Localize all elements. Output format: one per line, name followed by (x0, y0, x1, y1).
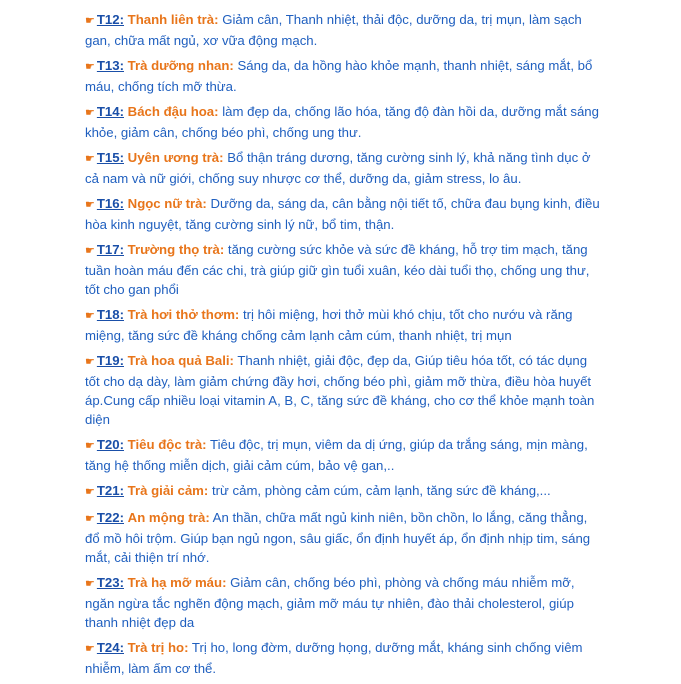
item-code-link[interactable]: T18: (96, 307, 124, 322)
pointing-hand-icon: ☛ (85, 107, 95, 119)
item-description: tăng cường sức khỏe và sức đề kháng, hỗ trợ tim mạch, tăng tuần hoàn máu đến các chi, trà giúp giữ gìn tuổi xuân, kéo dài tuổi thọ, chống ung thư, tốt cho gan phổi (85, 242, 590, 297)
list-item (85, 102, 605, 142)
tea-list (85, 10, 605, 684)
pointing-hand-icon: ☛ (85, 578, 95, 590)
item-name: Trà trị ho: (127, 640, 189, 655)
pointing-hand-icon: ☛ (85, 61, 95, 73)
item-description: trị hôi miệng, hơi thở mùi khó chịu, tốt cho nướu và răng miệng, tăng sức đề kháng chống cảm lạnh cảm cúm, thanh nhiệt, trị mụn (85, 307, 573, 343)
item-name: Tiêu độc trà: (127, 437, 207, 452)
item-name: Trà dưỡng nhan: (127, 58, 234, 73)
item-code-link[interactable]: T12: (96, 12, 124, 27)
pointing-hand-icon: ☛ (85, 356, 95, 368)
list-item (85, 10, 605, 50)
item-name: Trà hoa quả Bali: (127, 353, 234, 368)
list-item (85, 573, 605, 632)
item-description: Giảm cân, chống béo phì, phòng và chống máu nhiễm mỡ, ngăn ngừa tắc nghẽn động mạch, giảm mỡ máu tự nhiên, đào thải cholesterol, giúp thanh nhiệt đẹp da (85, 575, 575, 630)
item-name: Trà hơi thở thơm: (127, 307, 240, 322)
item-code-link[interactable]: T21: (96, 483, 124, 498)
pointing-hand-icon: ☛ (85, 15, 95, 27)
list-item (85, 351, 605, 429)
item-description: An thần, chữa mất ngủ kinh niên, bồn chồn, lo lắng, căng thẳng, đổ mồ hôi trộm. Giúp bạn ngủ ngon, sâu giấc, ổn định huyết áp, ổn định nhịp tim, sáng mắt, cải thiện trí nhớ. (85, 510, 591, 565)
item-code-link[interactable]: T15: (96, 150, 124, 165)
item-code-link[interactable]: T16: (96, 196, 124, 211)
item-description: Giảm cân, Thanh nhiệt, thải độc, dưỡng da, trị mụn, làm sạch gan, chữa mất ngủ, xơ vữa động mạch. (85, 12, 582, 48)
pointing-hand-icon: ☛ (85, 643, 95, 655)
item-name: Uyên ương trà: (127, 150, 224, 165)
item-code-link[interactable]: T14: (96, 104, 124, 119)
item-description: Thanh nhiệt, giải độc, đẹp da, Giúp tiêu hóa tốt, có tác dụng tốt cho dạ dày, làm giảm chứng đầy hơi, chống béo phì, giảm mỡ thừa, điều hòa huyết áp.Cung cấp nhiều loại vitamin A, B, C, tăng sức đề kháng, cho cơ thể khỏe mạnh toàn diện (85, 353, 595, 427)
item-code-link[interactable]: T24: (96, 640, 124, 655)
list-item (85, 435, 605, 475)
item-description: Trị ho, long đờm, dưỡng họng, dưỡng mắt, kháng sinh chống viêm nhiễm, làm ấm cơ thể. (85, 640, 583, 676)
item-name: Bách đậu hoa: (127, 104, 219, 119)
pointing-hand-icon: ☛ (85, 199, 95, 211)
item-name: An mộng trà: (127, 510, 210, 525)
pointing-hand-icon: ☛ (85, 153, 95, 165)
pointing-hand-icon: ☛ (85, 486, 95, 498)
item-name: Trà hạ mỡ máu: (127, 575, 227, 590)
item-description: trừ cảm, phòng cảm cúm, cảm lạnh, tăng sức đề kháng,... (211, 483, 551, 498)
item-code-link[interactable]: T13: (96, 58, 124, 73)
item-description: Tiêu độc, trị mụn, viêm da dị ứng, giúp da trắng sáng, mịn màng, tăng hệ thống miễn dịch, giải cảm cúm, bảo vệ gan,.. (85, 437, 588, 473)
list-item (85, 194, 605, 234)
item-name: Thanh liên trà: (127, 12, 219, 27)
item-name: Ngọc nữ trà: (127, 196, 207, 211)
list-item (85, 638, 605, 678)
item-code-link[interactable]: T19: (96, 353, 124, 368)
item-description: làm đẹp da, chống lão hóa, tăng độ đàn hồi da, dưỡng mắt sáng khỏe, giảm cân, chống béo phì, chống ung thư. (85, 104, 599, 140)
item-name: Trường thọ trà: (127, 242, 225, 257)
item-description: Dưỡng da, sáng da, cân bằng nội tiết tố, chữa đau bụng kinh, điều hòa kinh nguyệt, tăng cường sinh lý nữ, bổ tim, thận. (85, 196, 600, 232)
item-code-link[interactable]: T17: (96, 242, 124, 257)
list-item (85, 508, 605, 567)
list-item (85, 56, 605, 96)
pointing-hand-icon: ☛ (85, 513, 95, 525)
item-code-link[interactable]: T22: (96, 510, 124, 525)
item-name: Trà giải cảm: (127, 483, 209, 498)
list-item (85, 148, 605, 188)
list-item (85, 481, 605, 502)
item-code-link[interactable]: T20: (96, 437, 124, 452)
pointing-hand-icon: ☛ (85, 310, 95, 322)
list-item (85, 240, 605, 299)
item-description: Sáng da, da hồng hào khỏe mạnh, thanh nhiệt, sáng mắt, bổ máu, chống tích mỡ thừa. (85, 58, 593, 94)
item-code-link[interactable]: T23: (96, 575, 124, 590)
list-item (85, 305, 605, 345)
item-description: Bổ thận tráng dương, tăng cường sinh lý, khả năng tình dục ở cả nam và nữ giới, chống suy nhược cơ thể, dưỡng da, giảm stress, lo âu. (85, 150, 591, 186)
pointing-hand-icon: ☛ (85, 245, 95, 257)
pointing-hand-icon: ☛ (85, 440, 95, 452)
